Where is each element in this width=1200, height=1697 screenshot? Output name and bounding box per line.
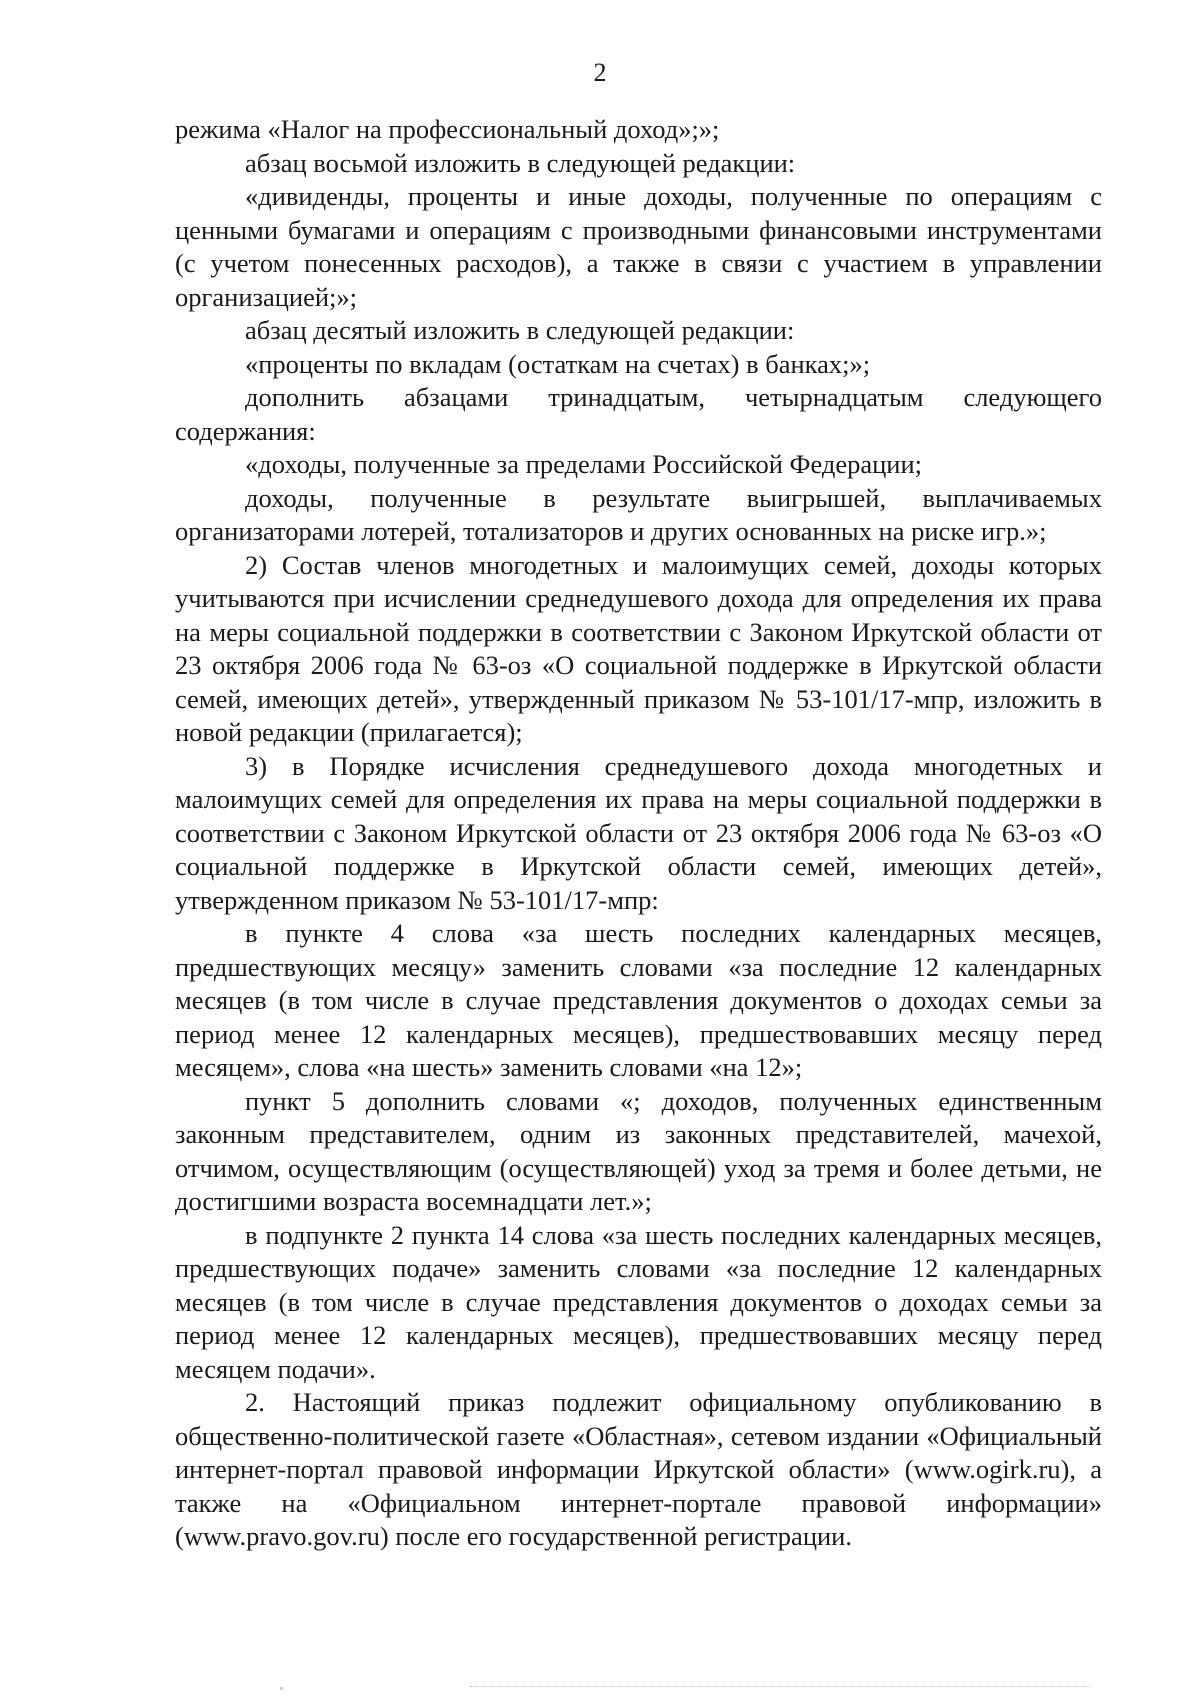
scan-artifact (280, 1687, 283, 1690)
paragraph: доходы, полученные в результате выигрышей, выплачиваемых организаторами лотерей, тотализаторов и других основанных на риске игр.»; (175, 482, 1102, 546)
paragraph: «доходы, полученные за пределами Российской Федерации; (245, 449, 923, 479)
paragraph: в пункте 4 слова «за шесть последних календарных месяцев, предшествующих месяцу» заменить словами «за последние 12 календарных месяцев (в том числе в случае представления документов о доходах семьи за период менее 12 календарных месяцев), предшествовавших месяцу перед месяцем», слова «на шесть» заменить словами «на 12»; (175, 918, 1102, 1082)
paragraph: пункт 5 дополнить словами «; доходов, полученных единственным законным представителем, одним из законных представителей, мачехой, отчимом, осуществляющим (осуществляющей) уход за тремя и более детьми, не достигшими возраста восемнадцати лет.»; (175, 1085, 1102, 1216)
page-number: 2 (593, 58, 607, 87)
paragraph: в подпункте 2 пункта 14 слова «за шесть последних календарных месяцев, предшествующих подаче» заменить словами «за последние 12 календарных месяцев (в том числе в случае представления документов о доходах семьи за период менее 12 календарных месяцев), предшествовавших месяцу перед месяцем подачи». (175, 1219, 1102, 1384)
paragraph: дополнить абзацами тринадцатым, четырнадцатым следующего содержания: (175, 382, 1102, 446)
scan-artifact-line (470, 1686, 1090, 1687)
paragraph: 2. Настоящий приказ подлежит официальному опубликованию в общественно-политической газете «Областная», сетевом издании «Официальный интернет-портал правовой информации Иркутской области» (www.ogirk.ru), а также на «Официальном интернет-портале правовой информации» (www.pravo.gov.ru) после его государственной регистрации. (175, 1387, 1102, 1551)
paragraph: 2) Состав членов многодетных и малоимущих семей, доходы которых учитываются при исчислении среднедушевого дохода для определения их права на меры социальной поддержки в соответствии с Законом Иркутской области от 23 октября 2006 года № 63-оз «О социальной поддержке в Иркутской области семей, имеющих детей», утвержденный приказом № 53-101/17-мпр, изложить в новой редакции (прилагается); (175, 549, 1102, 747)
paragraph: «дивиденды, проценты и иные доходы, полученные по операциям с ценными бумагами и операциям с производными финансовыми инструментами (с учетом понесенных расходов), а также в связи с участием в управлении организацией;»; (175, 181, 1102, 312)
paragraph: «проценты по вкладам (остаткам на счетах) в банках;»; (245, 348, 871, 379)
paragraph: абзац восьмой изложить в следующей редакции: (245, 147, 796, 178)
paragraph: режима «Налог на профессиональный доход»;»; (175, 114, 720, 144)
document-body (175, 113, 1102, 1554)
paragraph: абзац десятый изложить в следующей редакции: (245, 315, 795, 345)
paragraph: 3) в Порядке исчисления среднедушевого дохода многодетных и малоимущих семей для определения их права на меры социальной поддержки в соответствии с Законом Иркутской области от 23 октября 2006 года № 63-оз «О социальной поддержке в Иркутской области семей, имеющих детей», утвержденном приказом № 53-101/17-мпр: (175, 750, 1102, 915)
